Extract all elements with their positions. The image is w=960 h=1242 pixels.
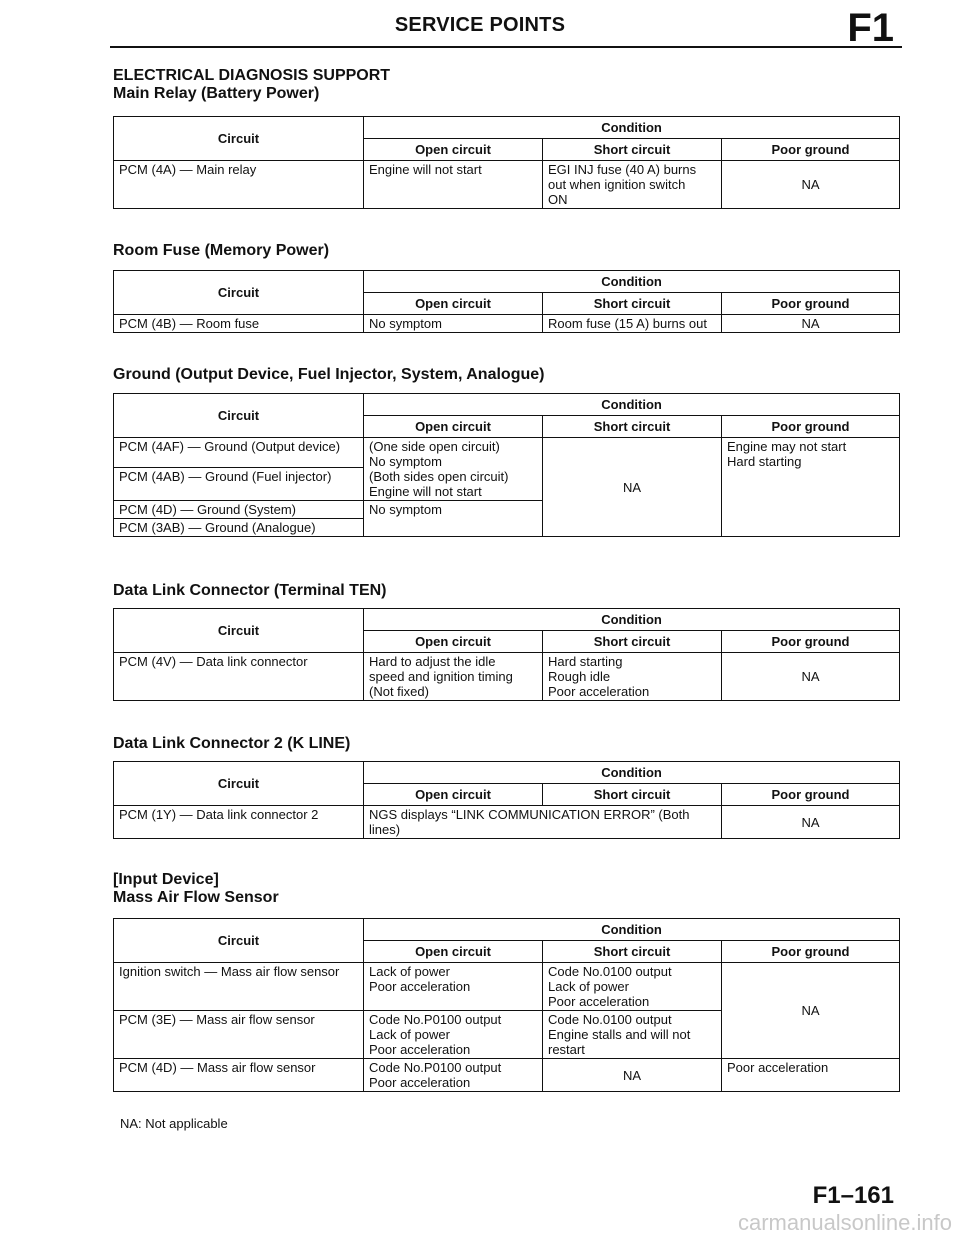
cell-open-empty [364,519,543,537]
cell-poor: Engine may not start Hard starting [722,438,900,537]
cell-circuit: PCM (4D) — Mass air flow sensor [114,1059,364,1092]
cell-short: Code No.0100 output Lack of power Poor acceleration [543,963,722,1011]
header-condition: Condition [364,919,900,941]
footnote: NA: Not applicable [120,1116,228,1131]
section-title-main-relay: Main Relay (Battery Power) [113,85,320,102]
maf-sensor-table [113,918,900,1092]
header-short-circuit: Short circuit [543,784,722,806]
cell-circuit: PCM (1Y) — Data link connector 2 [114,806,364,839]
header-condition: Condition [364,117,900,139]
cell-open: Engine will not start [364,161,543,209]
table-row [114,653,900,701]
header-circuit: Circuit [114,609,364,653]
header-poor-ground: Poor ground [722,139,900,161]
header-short-circuit: Short circuit [543,941,722,963]
cell-circuit: PCM (3AB) — Ground (Analogue) [114,519,364,537]
header-condition: Condition [364,394,900,416]
header-short-circuit: Short circuit [543,293,722,315]
header-circuit: Circuit [114,271,364,315]
cell-poor: NA [722,653,900,701]
header-condition: Condition [364,271,900,293]
table-row [114,315,900,333]
cell-open-short: NGS displays “LINK COMMUNICATION ERROR” (Both lines) [364,806,722,839]
cell-open: No symptom [364,315,543,333]
cell-circuit: PCM (4B) — Room fuse [114,315,364,333]
header-short-circuit: Short circuit [543,416,722,438]
cell-circuit: Ignition switch — Mass air flow sensor [114,963,364,1011]
cell-short: EGI INJ fuse (40 A) burns out when ignition switch ON [543,161,722,209]
main-title: ELECTRICAL DIAGNOSIS SUPPORT [113,67,391,84]
cell-open: No symptom [364,501,543,519]
ground-table [113,393,900,537]
cell-short: Hard starting Rough idle Poor acceleration [543,653,722,701]
table-row [114,1059,900,1092]
header-circuit: Circuit [114,117,364,161]
cell-short: NA [543,438,722,537]
section-title-input-device: [Input Device] [113,871,219,888]
header-condition: Condition [364,762,900,784]
table-row [114,161,900,209]
header-open-circuit: Open circuit [364,631,543,653]
header-circuit: Circuit [114,762,364,806]
cell-poor: Poor acceleration [722,1059,900,1092]
cell-circuit: PCM (3E) — Mass air flow sensor [114,1011,364,1059]
cell-circuit: PCM (4AB) — Ground (Fuel injector) [114,468,364,501]
cell-open: Hard to adjust the idle speed and ignition timing (Not fixed) [364,653,543,701]
room-fuse-table [113,270,900,333]
cell-short: Code No.0100 output Engine stalls and will not restart [543,1011,722,1059]
cell-circuit: PCM (4V) — Data link connector [114,653,364,701]
cell-poor: NA [722,963,900,1059]
header-open-circuit: Open circuit [364,784,543,806]
cell-poor: NA [722,315,900,333]
dlc-ten-table [113,608,900,701]
cell-circuit: PCM (4D) — Ground (System) [114,501,364,519]
cell-open: Code No.P0100 output Lack of power Poor acceleration [364,1011,543,1059]
header-open-circuit: Open circuit [364,293,543,315]
header-circuit: Circuit [114,394,364,438]
cell-short: NA [543,1059,722,1092]
header-poor-ground: Poor ground [722,784,900,806]
cell-open: Code No.P0100 output Poor acceleration [364,1059,543,1092]
section-title-dlc-k-line: Data Link Connector 2 (K LINE) [113,735,351,752]
section-title-maf-sensor: Mass Air Flow Sensor [113,889,279,906]
header-poor-ground: Poor ground [722,416,900,438]
header-poor-ground: Poor ground [722,293,900,315]
table-row [114,963,900,1011]
cell-short: Room fuse (15 A) burns out [543,315,722,333]
page-number: F1–161 [812,1182,894,1209]
table-row [114,806,900,839]
cell-circuit: PCM (4AF) — Ground (Output device) [114,438,364,468]
cell-open: (One side open circuit) No symptom (Both sides open circuit) Engine will not start [364,438,543,501]
header-short-circuit: Short circuit [543,139,722,161]
cell-circuit: PCM (4A) — Main relay [114,161,364,209]
page-header-title: SERVICE POINTS [394,14,566,36]
header-open-circuit: Open circuit [364,139,543,161]
main-relay-table [113,116,900,209]
header-poor-ground: Poor ground [722,631,900,653]
header-condition: Condition [364,609,900,631]
section-title-ground: Ground (Output Device, Fuel Injector, System, Analogue) [113,366,545,383]
table-row [114,438,900,468]
header-poor-ground: Poor ground [722,941,900,963]
cell-open: Lack of power Poor acceleration [364,963,543,1011]
section-code: F1 [847,6,894,50]
cell-poor: NA [722,806,900,839]
header-open-circuit: Open circuit [364,416,543,438]
header-circuit: Circuit [114,919,364,963]
watermark: carmanualsonline.info [737,1210,952,1235]
cell-poor: NA [722,161,900,209]
section-title-room-fuse: Room Fuse (Memory Power) [113,242,330,259]
section-title-dlc-ten: Data Link Connector (Terminal TEN) [113,582,387,599]
header-open-circuit: Open circuit [364,941,543,963]
dlc-k-line-table [113,761,900,839]
header-short-circuit: Short circuit [543,631,722,653]
header-rule [110,46,902,48]
